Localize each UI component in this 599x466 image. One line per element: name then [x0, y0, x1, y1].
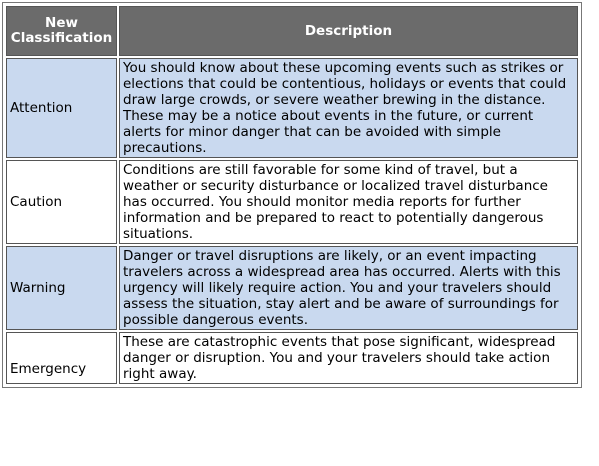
row-label-warning: Warning	[6, 246, 117, 330]
row-description-caution: Conditions are still favorable for some kind of travel, but a weather or security disturbance or localized travel disturbance has occurred. You should monitor media reports for further information and be prepared to react to potentially dangerous situations.	[119, 160, 578, 244]
classification-table	[4, 4, 580, 386]
header-classification: New Classification	[6, 6, 117, 56]
table-row-attention	[6, 58, 578, 158]
row-label-caution: Caution	[6, 160, 117, 244]
table-row-warning	[6, 246, 578, 330]
row-description-emergency: These are catastrophic events that pose significant, widespread danger or disruption. You and your travelers should take action right away.	[119, 332, 578, 384]
table-header-row	[6, 6, 578, 56]
table-row-caution	[6, 160, 578, 244]
classification-table-frame	[2, 2, 582, 388]
header-description: Description	[119, 6, 578, 56]
row-label-emergency: Emergency	[6, 332, 117, 384]
table-row-emergency	[6, 332, 578, 384]
row-description-warning: Danger or travel disruptions are likely, or an event impacting travelers across a widespread area has occurred. Alerts with this urgency will likely require action. You and your travelers should assess the situation, stay alert and be aware of surroundings for possible dangerous events.	[119, 246, 578, 330]
row-description-attention: You should know about these upcoming events such as strikes or elections that could be contentious, holidays or events that could draw large crowds, or severe weather brewing in the distance. These may be a notice about events in the future, or current alerts for minor danger that can be avoided with simple precautions.	[119, 58, 578, 158]
row-label-attention: Attention	[6, 58, 117, 158]
